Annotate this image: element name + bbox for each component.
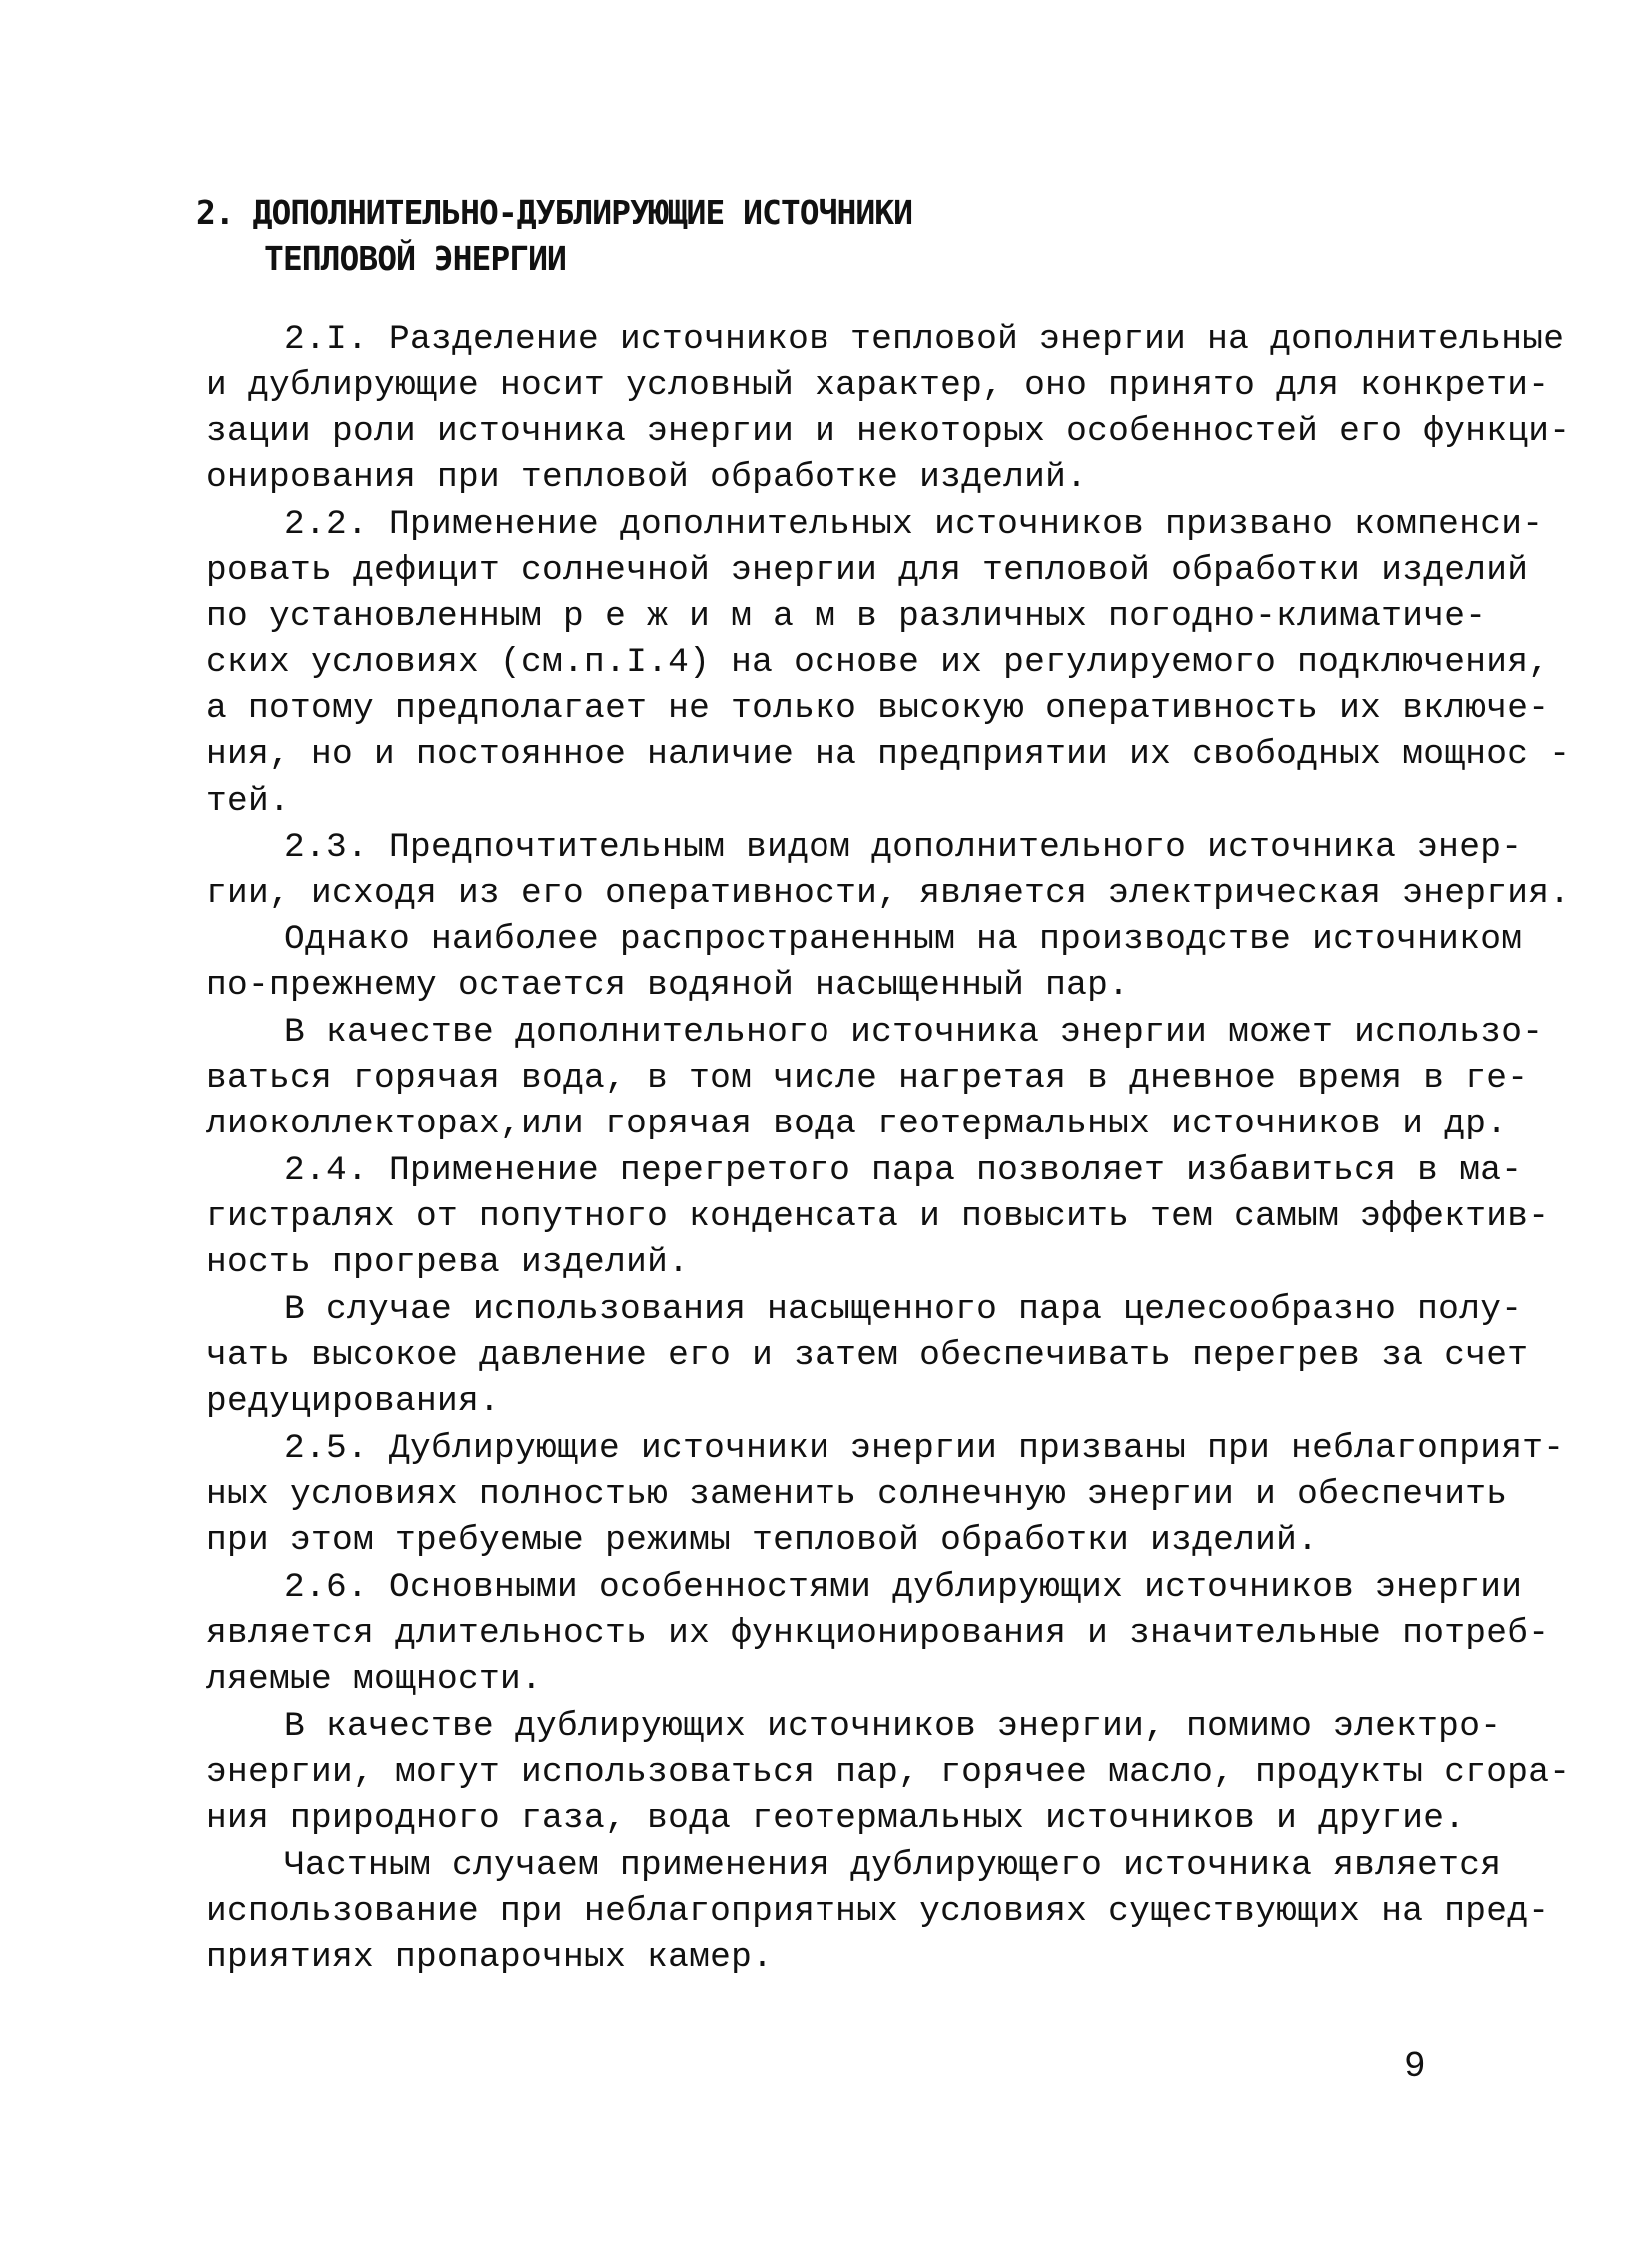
section-heading — [196, 190, 912, 282]
text-line: и дублирующие носит условный характер, оно принято для конкрети- — [206, 366, 1550, 405]
text-line: при этом требуемые режимы тепловой обработки изделий. — [206, 1521, 1319, 1560]
text-line: использование при неблагоприятных условиях существующих на пред- — [206, 1892, 1550, 1931]
text-line: Частным случаем применения дублирующего источника является — [284, 1846, 1502, 1885]
text-line: чать высокое давление его и затем обеспечивать перегрев за счет — [206, 1336, 1529, 1375]
text-line: В качестве дублирующих источников энергии, помимо электро- — [284, 1707, 1502, 1746]
text-line: по установленным р е ж и м а м в различных погодно-климатиче- — [206, 597, 1487, 636]
text-line: ния природного газа, вода геотермальных источников и другие. — [206, 1799, 1466, 1838]
text-line: ляемые мощности. — [206, 1660, 543, 1699]
text-line: 2.2. Применение дополнительных источников призвано компенси- — [284, 505, 1544, 544]
text-line: энергии, могут использоваться пар, горячее масло, продукты сгора- — [206, 1753, 1571, 1792]
text-line: тей. — [206, 782, 291, 821]
text-line: лиоколлекторах,или горячая вода геотермальных источников и др. — [206, 1105, 1508, 1143]
text-line: В случае использования насыщенного пара целесообразно полу- — [284, 1290, 1523, 1329]
text-line: 2.I. Разделение источников тепловой энергии на дополнительные — [284, 320, 1565, 359]
text-line: ваться горячая вода, в том числе нагретая в дневное время в ге- — [206, 1059, 1529, 1098]
text-line: зации роли источника энергии и некоторых особенностей его функци- — [206, 412, 1571, 451]
section-heading-line-2: ТЕПЛОВОЙ ЭНЕРГИИ — [264, 239, 566, 278]
text-line: а потому предполагает не только высокую оперативность их включе- — [206, 689, 1550, 728]
section-heading-line-1: 2. ДОПОЛНИТЕЛЬНО-ДУБЛИРУЮЩИЕ ИСТОЧНИКИ — [196, 193, 912, 232]
text-line: 2.4. Применение перегретого пара позволяет избавиться в ма- — [284, 1151, 1523, 1190]
text-line: ных условиях полностью заменить солнечную энергии и обеспечить — [206, 1475, 1508, 1514]
text-line: Однако наиболее распространенным на производстве источником — [284, 920, 1523, 959]
page-number: 9 — [1404, 2046, 1426, 2087]
text-line: 2.5. Дублирующие источники энергии призваны при неблагоприят- — [284, 1429, 1565, 1468]
text-line: ность прогрева изделий. — [206, 1243, 690, 1282]
text-line: по-прежнему остается водяной насыщенный пар. — [206, 966, 1130, 1005]
text-line: приятиях пропарочных камер. — [206, 1938, 774, 1977]
text-line: ровать дефицит солнечной энергии для тепловой обработки изделий — [206, 551, 1529, 590]
text-line: редуцирования. — [206, 1382, 501, 1421]
text-line: гии, исходя из его оперативности, является электрическая энергия. — [206, 874, 1571, 913]
text-line: 2.3. Предпочтительным видом дополнительного источника энер- — [284, 828, 1523, 867]
text-line: ния, но и постоянное наличие на предприятии их свободных мощнос - — [206, 735, 1571, 774]
text-line: гистралях от попутного конденсата и повысить тем самым эффектив- — [206, 1197, 1550, 1236]
text-line: 2.6. Основными особенностями дублирующих источников энергии — [284, 1568, 1523, 1607]
text-line: онирования при тепловой обработке изделий. — [206, 458, 1088, 497]
text-line: В качестве дополнительного источника энергии может использо- — [284, 1013, 1544, 1052]
text-line: ских условиях (см.п.I.4) на основе их регулируемого подключения, — [206, 643, 1550, 682]
text-line: является длительность их функционирования и значительные потреб- — [206, 1614, 1550, 1653]
